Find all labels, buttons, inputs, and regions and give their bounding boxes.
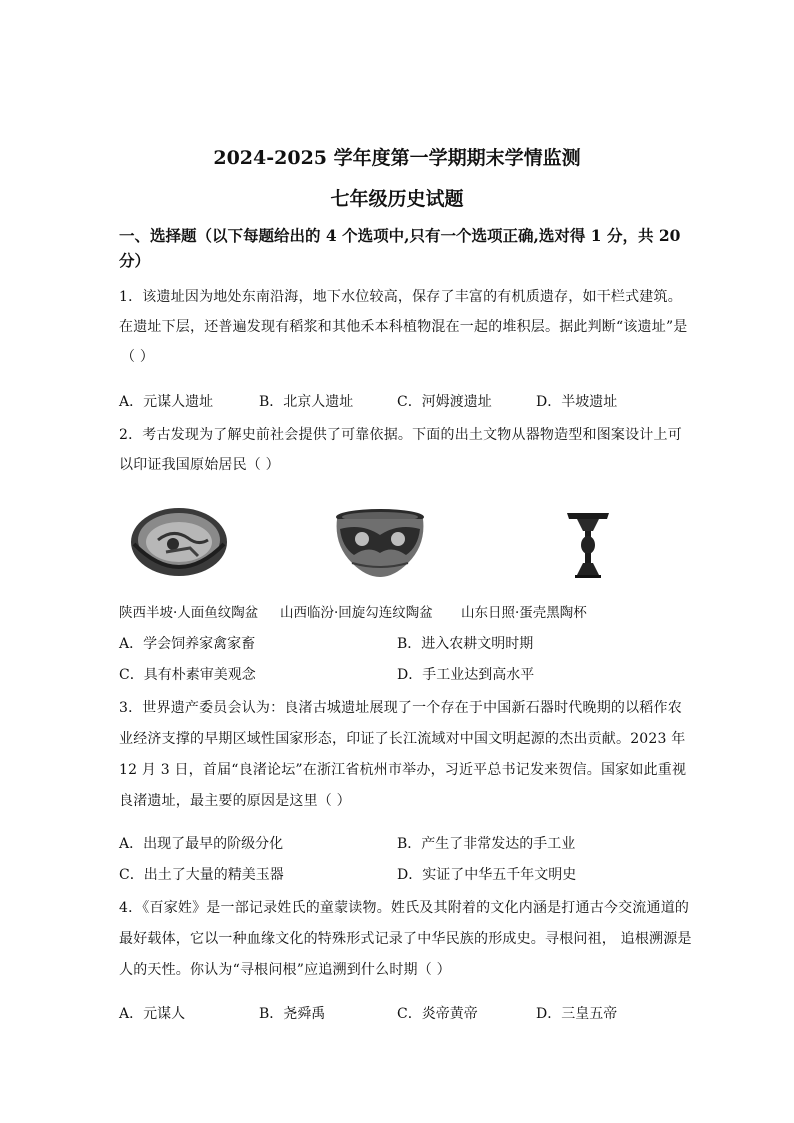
q3-option-b[interactable]: B．产生了非常发达的手工业 xyxy=(397,836,576,852)
q1-option-b[interactable]: B．北京人遗址 xyxy=(259,394,354,410)
artifact-caption-1: 陕西半坡·人面鱼纹陶盆 xyxy=(119,605,259,621)
question-1-blank: （ ） xyxy=(121,349,155,365)
q4-option-d[interactable]: D．三皇五帝 xyxy=(536,1006,618,1022)
q3-option-d[interactable]: D．实证了中华五千年文明史 xyxy=(397,867,577,883)
q2-option-a[interactable]: A．学会饲养家禽家畜 xyxy=(119,636,256,652)
q1-option-c[interactable]: C．河姆渡遗址 xyxy=(397,394,492,410)
eggshell-black-cup-image xyxy=(563,507,613,581)
page-subtitle: 七年级历史试题 xyxy=(330,188,464,210)
swirl-pattern-basin-image xyxy=(332,505,428,581)
q1-option-d[interactable]: D．半坡遗址 xyxy=(536,394,618,410)
question-4-line: 最好载体，它以一种血缘文化的特殊形式记录了中华民族的形成史。寻根问祖， 追根溯源是 xyxy=(119,931,692,947)
question-4-line: 人的天性。你认为“寻根问根”应追溯到什么时期（ ） xyxy=(119,962,451,978)
question-1-line: 1．该遗址因为地处东南沿海，地下水位较高，保存了丰富的有机质遗存，如干栏式建筑。 xyxy=(119,289,682,305)
question-3-line: 3．世界遗产委员会认为：良渚古城遗址展现了一个存在于中国新石器时代晚期的以稻作农 xyxy=(119,700,682,716)
q4-option-a[interactable]: A．元谋人 xyxy=(119,1006,186,1022)
q3-option-a[interactable]: A．出现了最早的阶级分化 xyxy=(119,836,284,852)
page-title: 2024-2025 学年度第一学期期末学情监测 xyxy=(213,147,581,169)
question-2-line: 2．考古发现为了解史前社会提供了可靠依据。下面的出土文物从器物造型和图案设计上可 xyxy=(119,427,682,443)
q2-option-d[interactable]: D．手工业达到高水平 xyxy=(397,667,535,683)
q4-option-b[interactable]: B．尧舜禹 xyxy=(259,1006,326,1022)
question-4-line: 4．《百家姓》是一部记录姓氏的童蒙读物。姓氏及其附着的文化内涵是打通古今交流通道的 xyxy=(119,900,690,916)
question-3-line: 业经济支撑的早期区域性国家形态，印证了长江流域对中国文明起源的杰出贡献。2023 年 xyxy=(119,731,686,747)
question-3-line: 良渚遗址，最主要的原因是这里（ ） xyxy=(119,793,351,809)
q4-option-c[interactable]: C．炎帝黄帝 xyxy=(397,1006,478,1022)
question-3-line: 12 月 3 日，首届“良渚论坛”在浙江省杭州市举办，习近平总书记发来贺信。国家如此重视 xyxy=(119,762,687,778)
artifact-caption-3: 山东日照·蛋壳黑陶杯 xyxy=(461,605,587,621)
q2-option-c[interactable]: C．具有朴素审美观念 xyxy=(119,667,256,683)
artifact-caption-2: 山西临汾·回旋勾连纹陶盆 xyxy=(280,605,433,621)
question-2-line: 以印证我国原始居民（ ） xyxy=(119,457,280,473)
q1-option-a[interactable]: A．元谋人遗址 xyxy=(119,394,214,410)
section-heading-cont: 分） xyxy=(119,251,151,270)
question-1-line: 在遗址下层，还普遍发现有稻浆和其他禾本科植物混在一起的堆积层。据此判断“该遗址”是 xyxy=(119,319,688,335)
section-heading: 一、选择题（以下每题给出的 4 个选项中,只有一个选项正确,选对得 1 分，共 20 xyxy=(119,226,681,245)
painted-basin-image xyxy=(128,500,230,580)
q2-option-b[interactable]: B．进入农耕文明时期 xyxy=(397,636,534,652)
q3-option-c[interactable]: C．出土了大量的精美玉器 xyxy=(119,867,284,883)
